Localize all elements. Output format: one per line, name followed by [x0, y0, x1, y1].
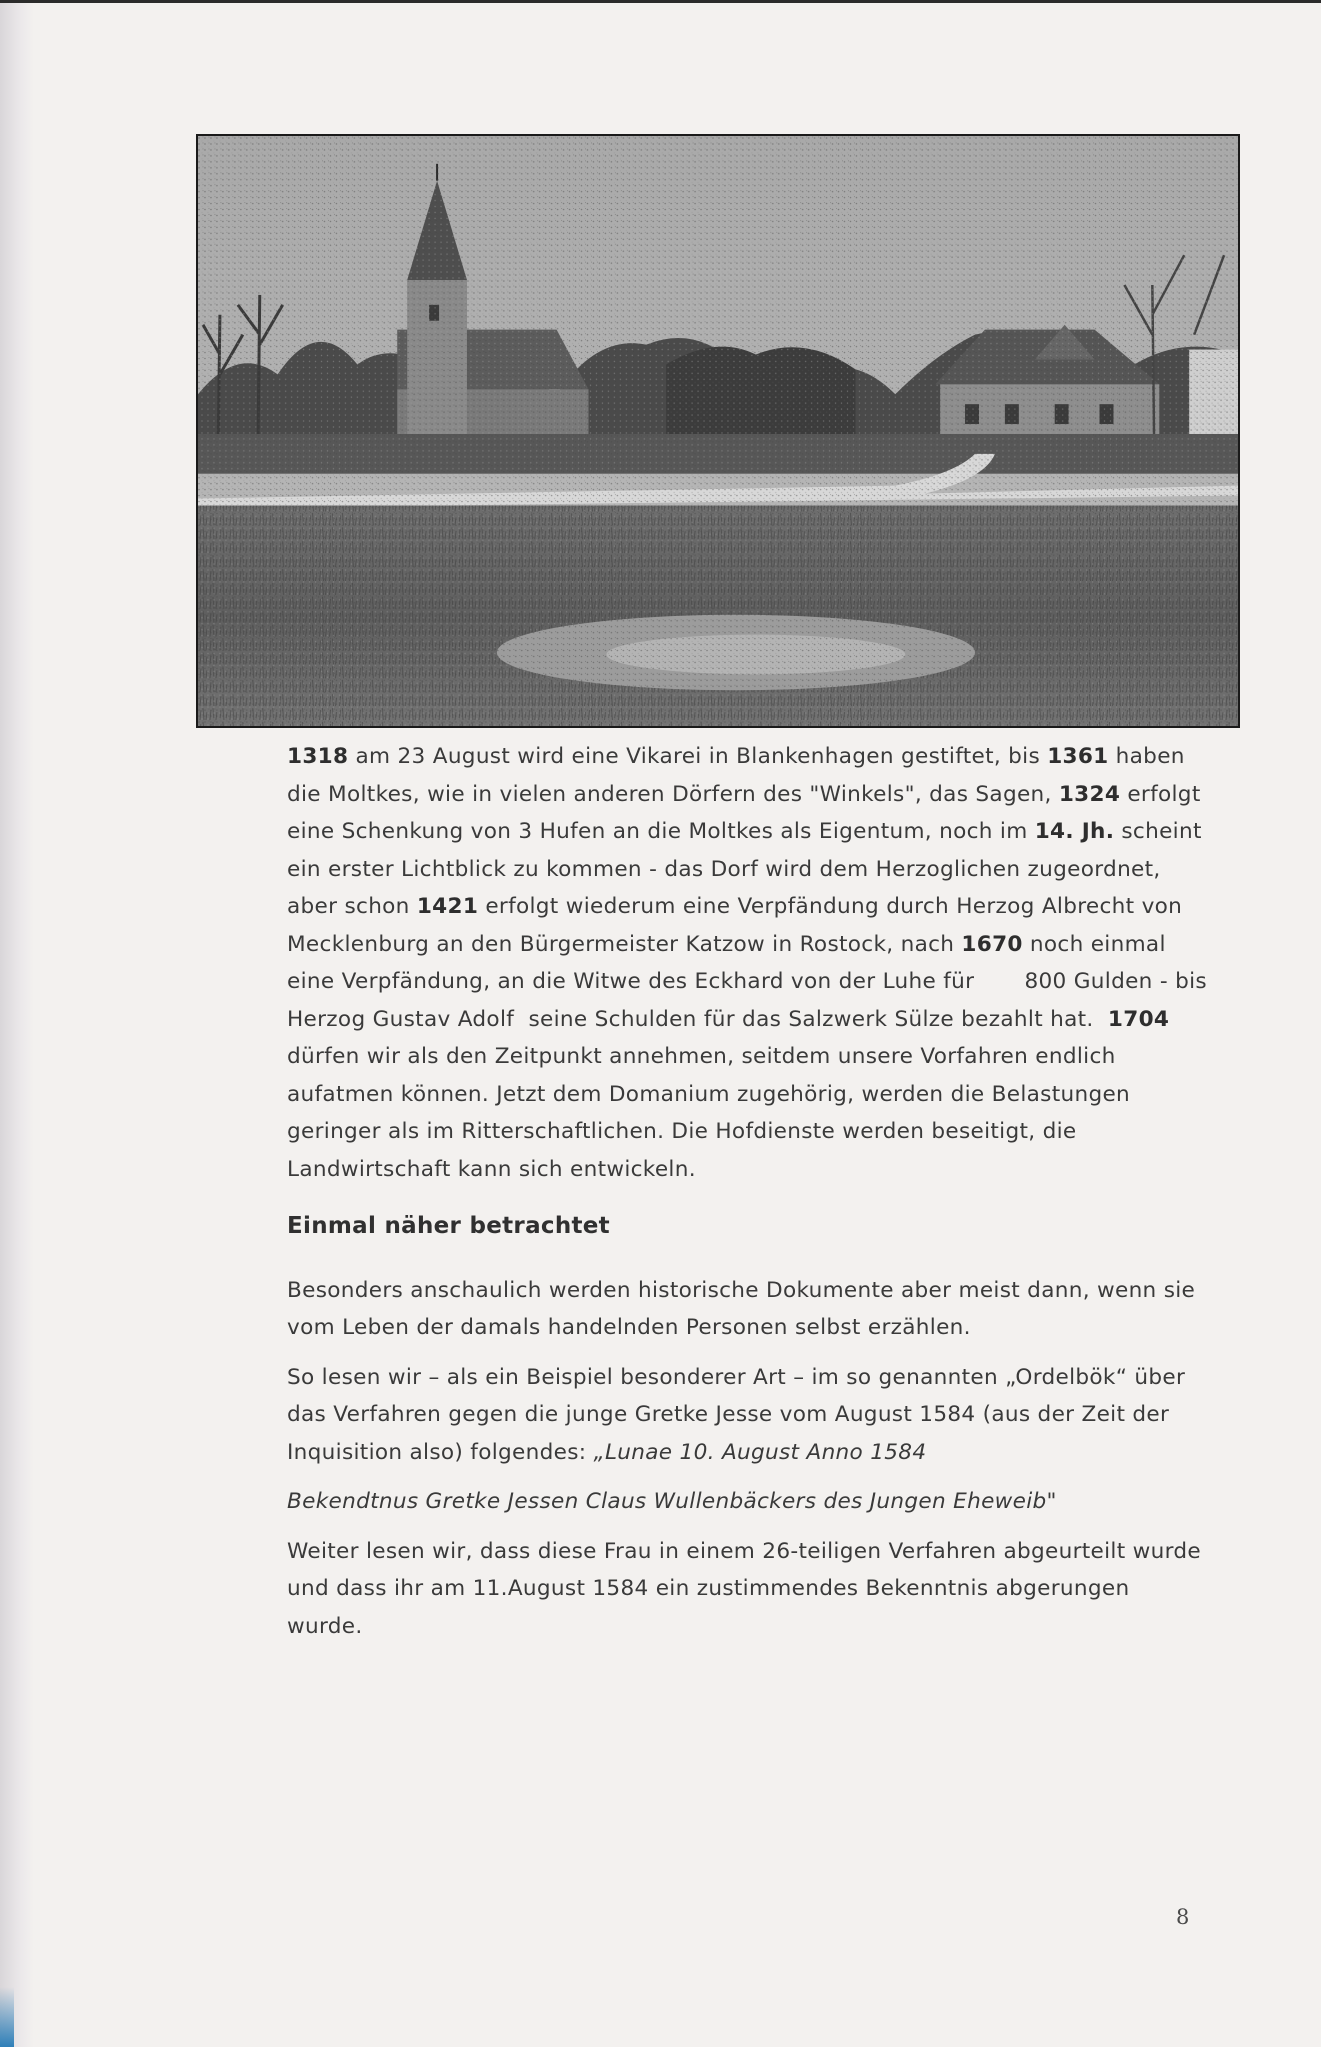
history-text-3: erfolgt eine Schenkung von 3 Hufen an die Moltkes als Eigentum, noch im [287, 781, 1201, 844]
year-1324: 1324 [1058, 781, 1121, 807]
history-text-6: noch einmal eine Verpfändung, an die Witwe des Eckhard von der Luhe für 800 Gulden - bis Herzog Gustav Adolf seine Schulden für das Salzwerk Sülze bezahlt hat. [287, 931, 1215, 1032]
ordelboek-text: So lesen wir – als ein Beispiel besonderer Art – im so genannten „Ordelbök“ über das Verfahren gegen die junge Gretke Jesse vom August 1584 (aus der Zeit der Inquisition also) folgendes: [287, 1364, 1186, 1465]
history-text-1: am 23 August wird eine Vikarei in Blankenhagen gestiftet, bis [348, 744, 1048, 769]
village-church-photo [196, 134, 1240, 728]
documents-paragraph: Besonders anschaulich werden historische Dokumente aber meist dann, wenn sie vom Leben der damals handelnden Personen selbst erzählen. [287, 1277, 1196, 1340]
century-14: 14. Jh. [1034, 819, 1115, 844]
history-paragraph [287, 738, 1215, 1188]
section-heading: Einmal näher betrachtet [287, 1213, 610, 1239]
quote-start: „Lunae 10. August Anno 1584 [593, 1439, 927, 1465]
year-1421: 1421 [416, 894, 479, 919]
page-top-edge [0, 0, 1321, 3]
scan-corner-accent [0, 1987, 14, 2047]
year-1361: 1361 [1047, 744, 1109, 769]
history-text-5: erfolgt wiederum eine Verpfändung durch Herzog Albrecht von Mecklenburg an den Bürgermeister Katzow in Rostock, nach [287, 894, 1183, 957]
article-body [287, 738, 1215, 1645]
year-1318: 1318 [287, 744, 349, 769]
verdict-paragraph: Weiter lesen wir, dass diese Frau in einem 26-teiligen Verfahren abgeurteilt wurde und dass ihr am 11.August 1584 ein zustimmendes Bekenntnis abgerungen wurde. [287, 1538, 1202, 1639]
history-text-4: scheint ein erster Lichtblick zu kommen - das Dorf wird dem Herzoglichen zugeordnet, aber schon [287, 819, 1202, 919]
page-number: 8 [1176, 1905, 1190, 1929]
ordelboek-paragraph [287, 1359, 1207, 1472]
photo-illustration [198, 136, 1238, 726]
history-text-7: dürfen wir als den Zeitpunkt annehmen, seitdem unsere Vorfahren endlich aufatmen können. Jetzt dem Domanium zugehörig, werden die Belastungen geringer als im Ritterschaftlichen. Die Hofdienste werden beseitigt, die Landwirtschaft kann sich entwickeln. [287, 1044, 1131, 1182]
confession-quote: Bekendtnus Gretke Jessen Claus Wullenbäckers des Jungen Eheweib" [287, 1489, 1057, 1514]
year-1670: 1670 [961, 931, 1023, 957]
history-text-2: haben die Moltkes, wie in vielen anderen Dörfern des "Winkels", das Sagen, [287, 744, 1185, 807]
year-1704: 1704 [1107, 1006, 1170, 1032]
page-binding-shadow [0, 0, 34, 2047]
